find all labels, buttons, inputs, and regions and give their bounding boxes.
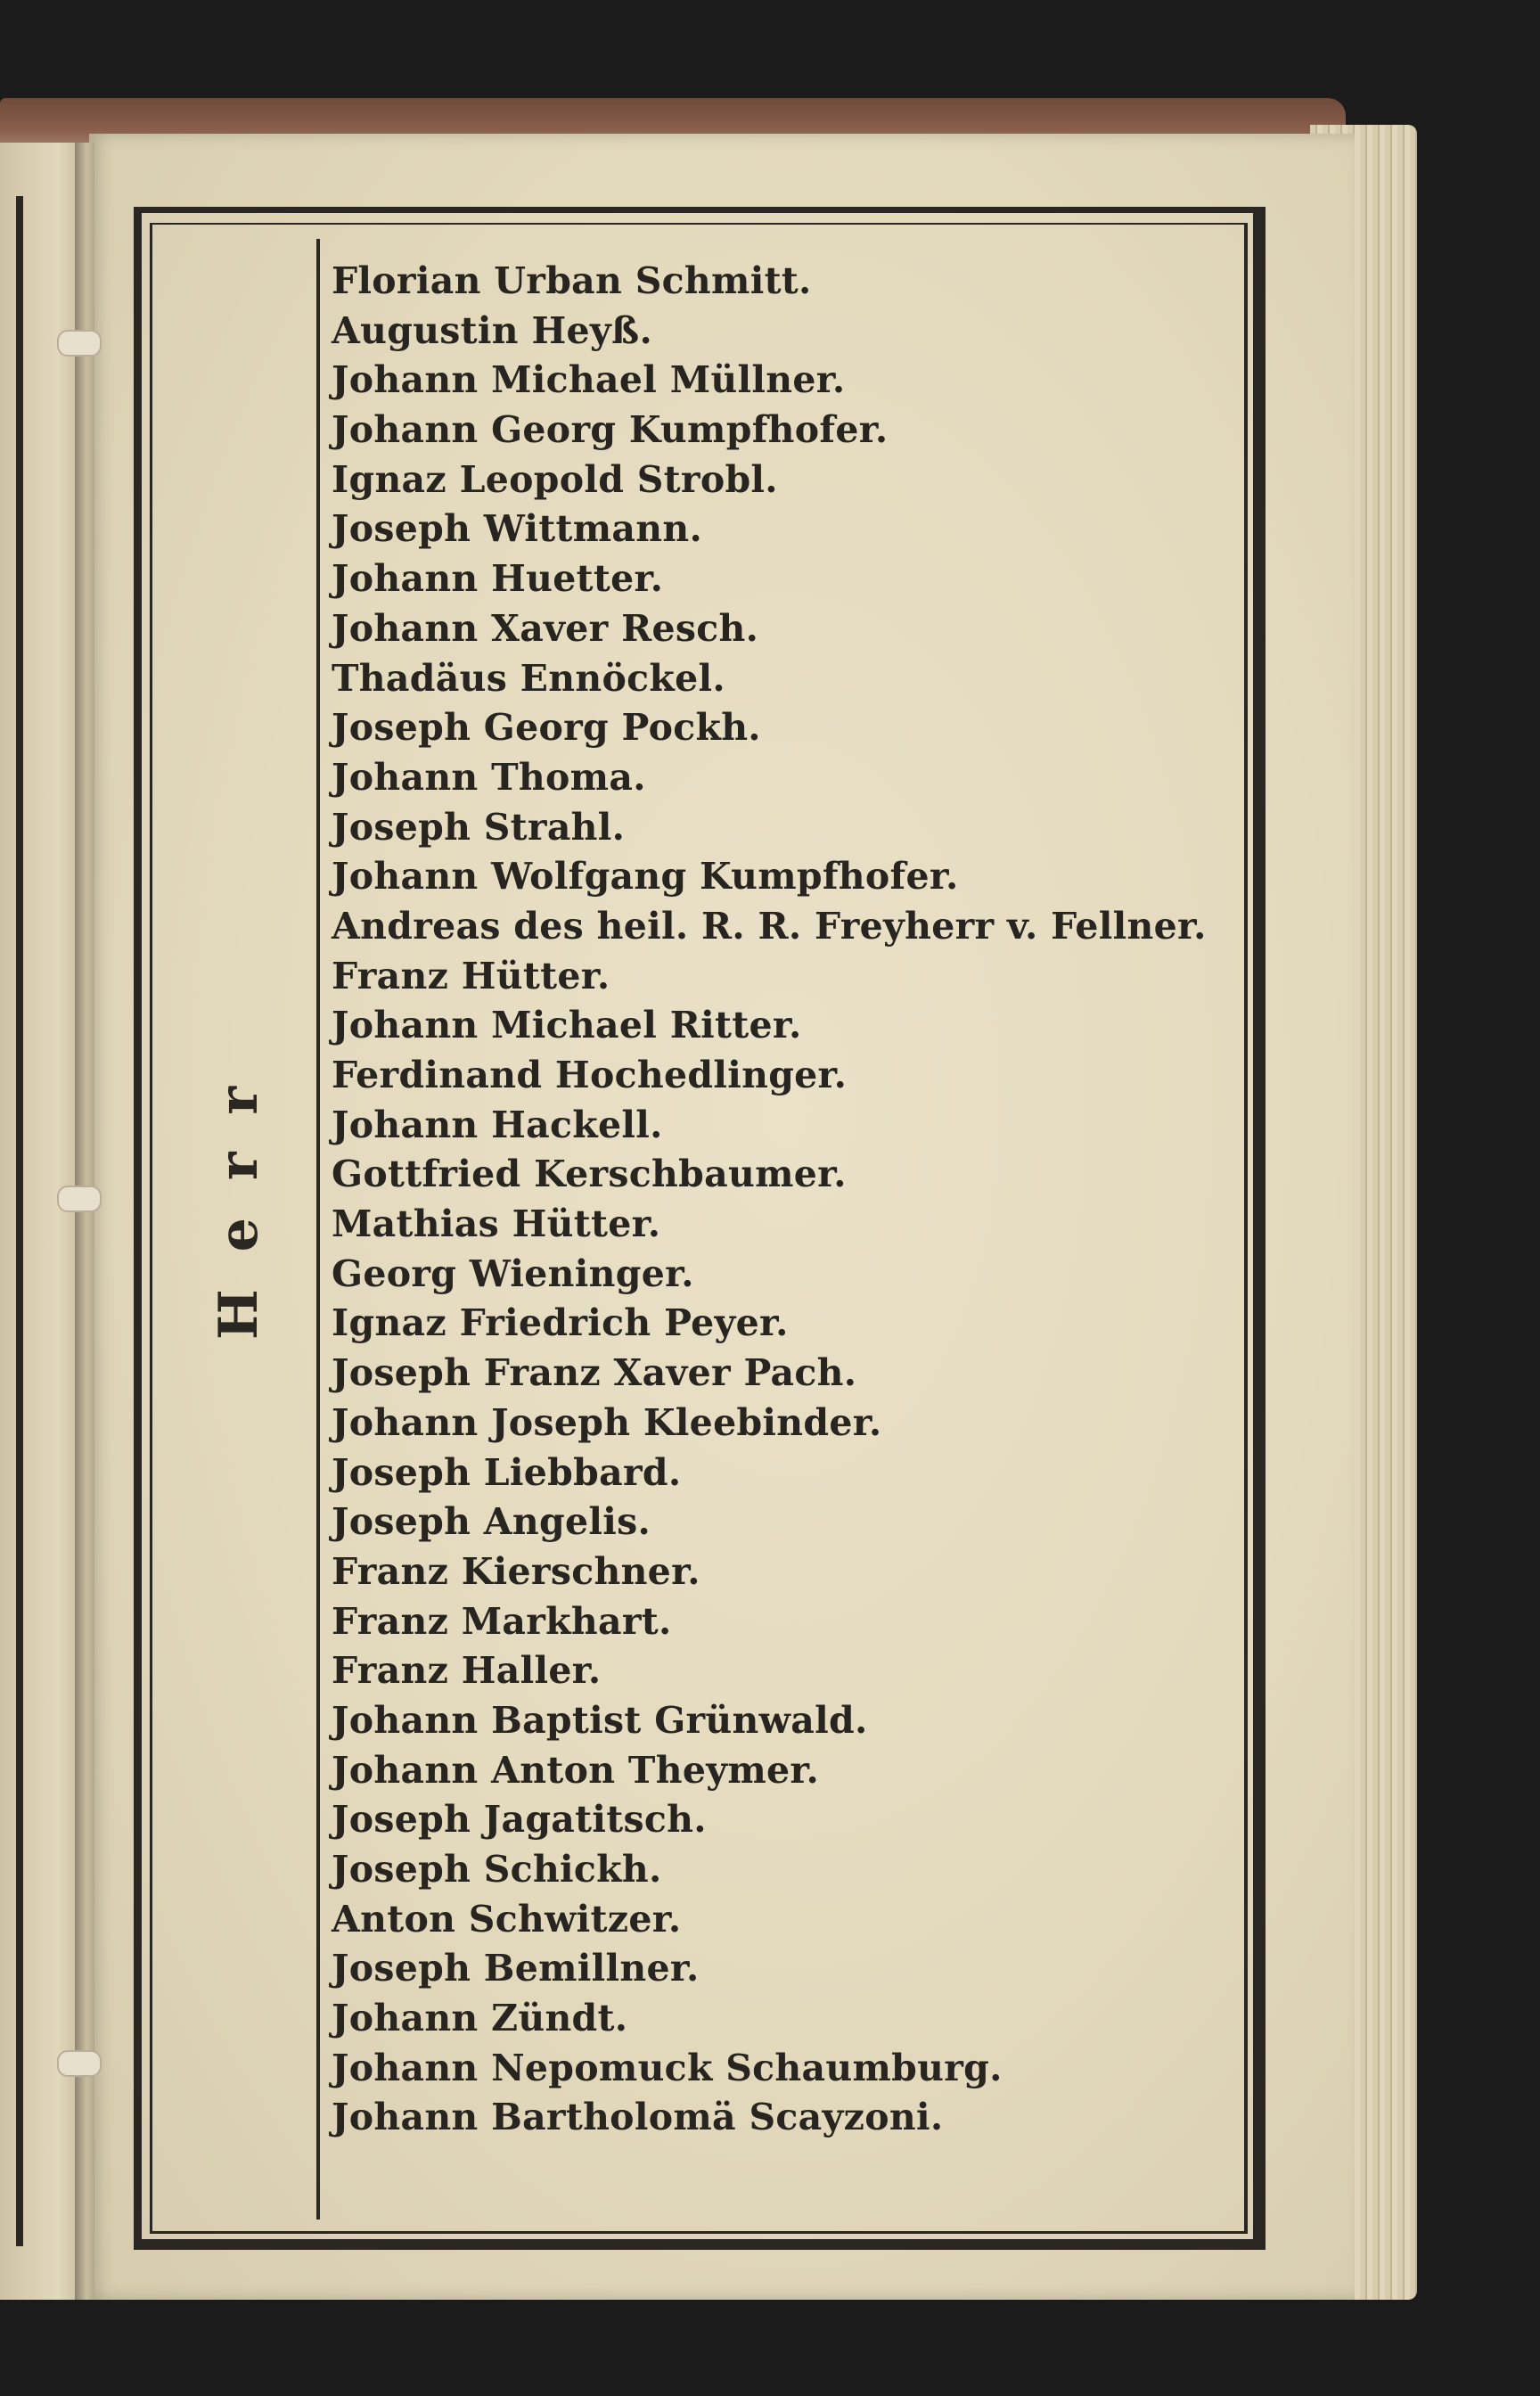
name-entry: Johann Baptist Grünwald. [332, 1698, 868, 1742]
name-entry: Johann Anton Theymer. [332, 1748, 820, 1792]
name-entry: Ignaz Friedrich Peyer. [332, 1301, 789, 1345]
name-entry: Ignaz Leopold Strobl. [332, 457, 778, 501]
name-entry: Florian Urban Schmitt. [332, 259, 812, 302]
name-entry: Johann Michael Müllner. [332, 358, 846, 402]
name-entry: Gottfried Kerschbaumer. [332, 1153, 847, 1196]
name-entry: Johann Wolfgang Kumpfhofer. [332, 855, 959, 898]
binding-thread [57, 1186, 102, 1212]
name-entry: Johann Hackell. [332, 1103, 663, 1146]
left-page-rule [16, 196, 23, 2246]
name-entry: Andreas des heil. R. R. Freyherr v. Fellner. [332, 904, 1207, 948]
name-entry: Johann Georg Kumpfhofer. [332, 408, 889, 452]
name-entry: Johann Joseph Kleebinder. [332, 1400, 882, 1444]
name-list [332, 257, 1232, 2143]
name-entry: Johann Xaver Resch. [332, 606, 759, 650]
side-heading [168, 1048, 310, 1341]
side-heading-text: Herr [208, 1048, 270, 1341]
name-entry: Franz Haller. [332, 1649, 602, 1693]
name-entry: Franz Kierschner. [332, 1549, 700, 1593]
left-facing-page [0, 143, 82, 2300]
name-entry: Johann Bartholomä Scayzoni. [332, 2096, 944, 2139]
name-entry: Mathias Hütter. [332, 1202, 661, 1246]
name-entry: Joseph Schickh. [332, 1848, 662, 1891]
name-entry: Joseph Bemillner. [332, 1947, 700, 1990]
name-entry: Thadäus Ennöckel. [332, 656, 725, 700]
name-entry: Franz Hütter. [332, 954, 610, 997]
name-entry: Augustin Heyß. [332, 308, 653, 352]
name-entry: Joseph Strahl. [332, 805, 626, 849]
name-entry: Joseph Georg Pockh. [332, 706, 761, 750]
name-entry: Ferdinand Hochedlinger. [332, 1054, 848, 1096]
name-entry: Johann Huetter. [332, 557, 664, 601]
name-entry: Joseph Wittmann. [332, 507, 703, 551]
name-entry: Johann Nepomuck Schaumburg. [332, 2046, 1003, 2089]
name-entry: Joseph Jagatitsch. [332, 1798, 707, 1842]
name-entry: Johann Thoma. [332, 755, 646, 799]
binding-thread [57, 2050, 102, 2077]
name-entry: Joseph Liebbard. [332, 1450, 682, 1494]
name-entry: Georg Wieninger. [332, 1251, 694, 1295]
name-entry: Franz Markhart. [332, 1599, 672, 1643]
name-entry: Johann Michael Ritter. [332, 1004, 802, 1047]
column-divider [316, 239, 320, 2220]
binding-thread [57, 330, 102, 357]
name-entry: Anton Schwitzer. [332, 1897, 682, 1941]
name-entry: Joseph Franz Xaver Pach. [332, 1351, 857, 1395]
page-gutter [75, 143, 94, 2300]
name-entry: Johann Zündt. [332, 1997, 628, 2040]
name-entry: Joseph Angelis. [332, 1500, 651, 1544]
